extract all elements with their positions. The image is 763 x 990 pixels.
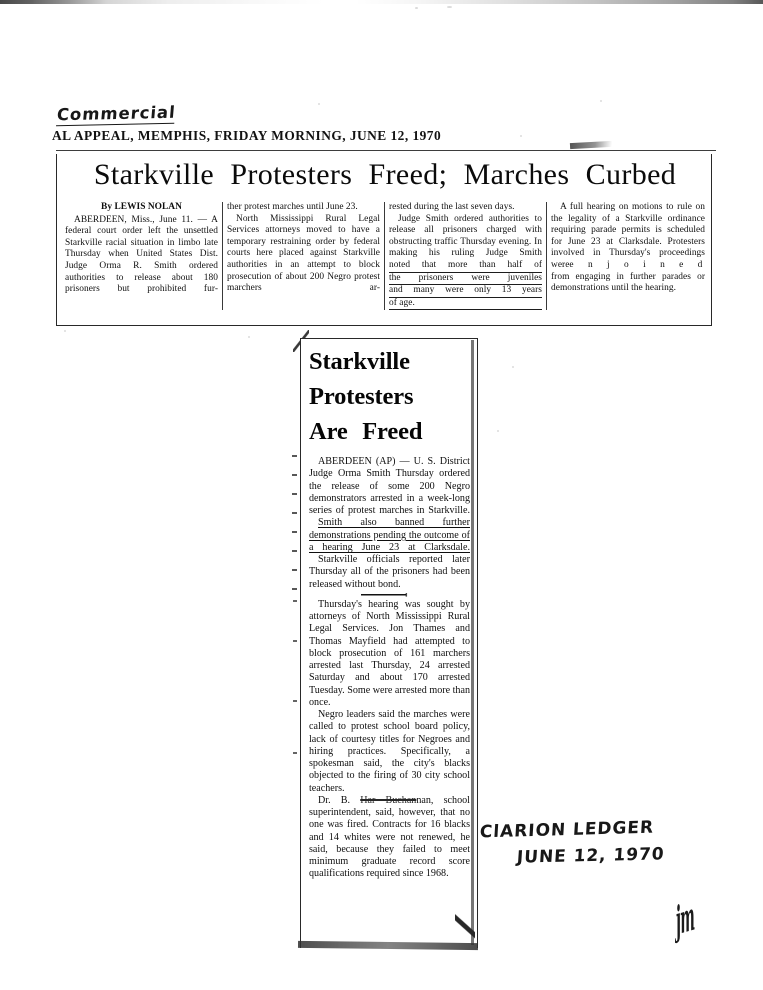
handwritten-initials-mark: jm — [674, 895, 696, 945]
clipping2-underlined-paragraph: Smith also banned further demonstrations pending the outcome of a hearing June 23 at Clarksdale. — [309, 517, 470, 553]
clipping2-paragraph: Starkville officials reported later Thursday all of the prisoners had been released without bond. — [309, 554, 470, 590]
clipping1-paragraph — [551, 202, 705, 272]
scan-smudge — [570, 141, 612, 149]
clipping1-column-1 — [61, 202, 223, 310]
scan-speck — [64, 330, 66, 332]
clipping1-paragraph: ther protest marches until June 23. — [227, 202, 358, 212]
scan-top-edge-artifact — [0, 0, 763, 4]
clipping-commercial-appeal — [56, 154, 712, 326]
scan-speck — [600, 100, 602, 102]
clipping1-underlined-block — [389, 260, 542, 310]
clipping2-edge-tick — [293, 600, 297, 602]
scan-speck — [318, 103, 320, 105]
clipping2-paragraph: Thursday's hearing was sought by attorneys of North Mississippi Rural Legal Services. Jon Thames and Thomas Mayfield had attempted to block prosecution of 161 marchers arrested last Thursday, 24 arrested Saturday and about 170 arrested Tuesday. Some were arrested more than once. — [309, 598, 470, 708]
underlined-line: the prisoners were juveniles — [389, 273, 542, 286]
clipping1-paragraph-text: A full hearing on motions to rule on the legality of a Starkville ordinance requiring parade permits is scheduled for June 23 at Clarksdale. Protesters involved in Thursday's proceedings were — [551, 202, 705, 270]
clipping1-paragraph: rested during the last seven days. — [389, 202, 515, 212]
scan-speck — [415, 7, 418, 9]
clipping2-headline-line-2: Protesters — [309, 383, 414, 410]
clipping2-torn-corner-bottom — [455, 905, 475, 950]
scan-speck — [248, 336, 250, 338]
clipping1-column-3 — [385, 202, 547, 310]
letterspaced-word: e n j o i n e d — [569, 259, 705, 270]
clipping2-paragraph: ABERDEEN (AP) — U. S. District Judge Orma Smith Thursday ordered the release of some 200 Negro demonstrators arrested in a week-long series of protest marches in Starkville. — [309, 456, 470, 516]
clipping2-edge-tick — [293, 640, 297, 642]
clipping2-final-paragraph — [309, 795, 470, 881]
clipping1-headline: Starkville Protesters Freed; Marches Curbed — [93, 158, 677, 191]
clipping1-column-4 — [547, 202, 709, 310]
clipping2-headline-line-1: Starkville — [309, 348, 410, 375]
clipping2-headline-line-3: Are Freed — [309, 418, 423, 445]
clipping1-paragraph: North Mississippi Rural Legal Services attorneys moved to have a temporary restraining order by federal courts here placed against Starkville authorities in an attempt to block prosecution of about 200 Negro protest marchers ar- — [227, 213, 380, 294]
clipping1-paragraph: ABERDEEN, Miss., June 11. — A federal court order left the unsettled Starkville racial situation in limbo late Thursday when United States Dist. Judge Orma R. Smith ordered authorities to release about 180 prisoners but prohibited fur- — [65, 214, 218, 295]
handwritten-note-source: ClARION LEDGER — [479, 817, 655, 843]
clipping2-paragraph: Negro leaders said the marches were called to protest school board policy, lack of courtesy titles for Negroes and hiring practices. Specifically, a spokesman said, the city's blacks objected to the firing of 30 city school teachers. — [309, 709, 470, 794]
clipping1-paragraph: from engaging in further parades or demonstrations until the hearing. — [551, 271, 705, 294]
underlined-line: noted that more than half of — [389, 260, 542, 273]
dingbat-arrow-icon — [361, 593, 419, 597]
clipping-clarion-ledger — [300, 338, 478, 948]
masthead-line: AL APPEAL, MEMPHIS, FRIDAY MORNING, JUNE 12, 1970 — [52, 128, 442, 143]
handwritten-note-date: JUNE 12, 1970 — [516, 844, 666, 868]
scan-speck — [497, 430, 499, 432]
clipping1-column-2 — [223, 202, 385, 310]
clipping1-paragraph: Judge Smith ordered authorities to release all prisoners charged with obstructing traffic Thursday evening. In making his ruling Judge Smith — [389, 213, 542, 259]
clipping2-bottom-edge — [298, 941, 478, 950]
scan-speck — [512, 366, 514, 368]
handwritten-note-commercial: Commercial — [56, 102, 177, 125]
masthead-rule — [56, 150, 716, 151]
clipping1-byline: By LEWIS NOLAN — [101, 202, 182, 212]
clipping2-right-edge-shadow — [471, 340, 474, 945]
final-paragraph-prefix: Dr. B. — [318, 794, 361, 806]
scan-speck — [447, 6, 452, 8]
underlined-line: and many were only 13 years — [389, 285, 542, 298]
final-paragraph-rest: nan, school superintendent, said, however, that no one was fired. Contracts for 16 blacks and 14 whites were not renewed, he said, because they failed to meet minimum graduate record score qualifications required since 1968. — [309, 794, 470, 880]
clipping2-edge-tick — [293, 700, 297, 702]
clipping2-body — [309, 456, 470, 881]
struck-out-name: Har Buchan — [360, 794, 417, 806]
underlined-line: of age. — [389, 298, 542, 311]
clipping2-edge-ticks — [292, 455, 300, 590]
clipping1-columns — [61, 202, 709, 310]
clipping2-edge-tick — [293, 752, 297, 754]
